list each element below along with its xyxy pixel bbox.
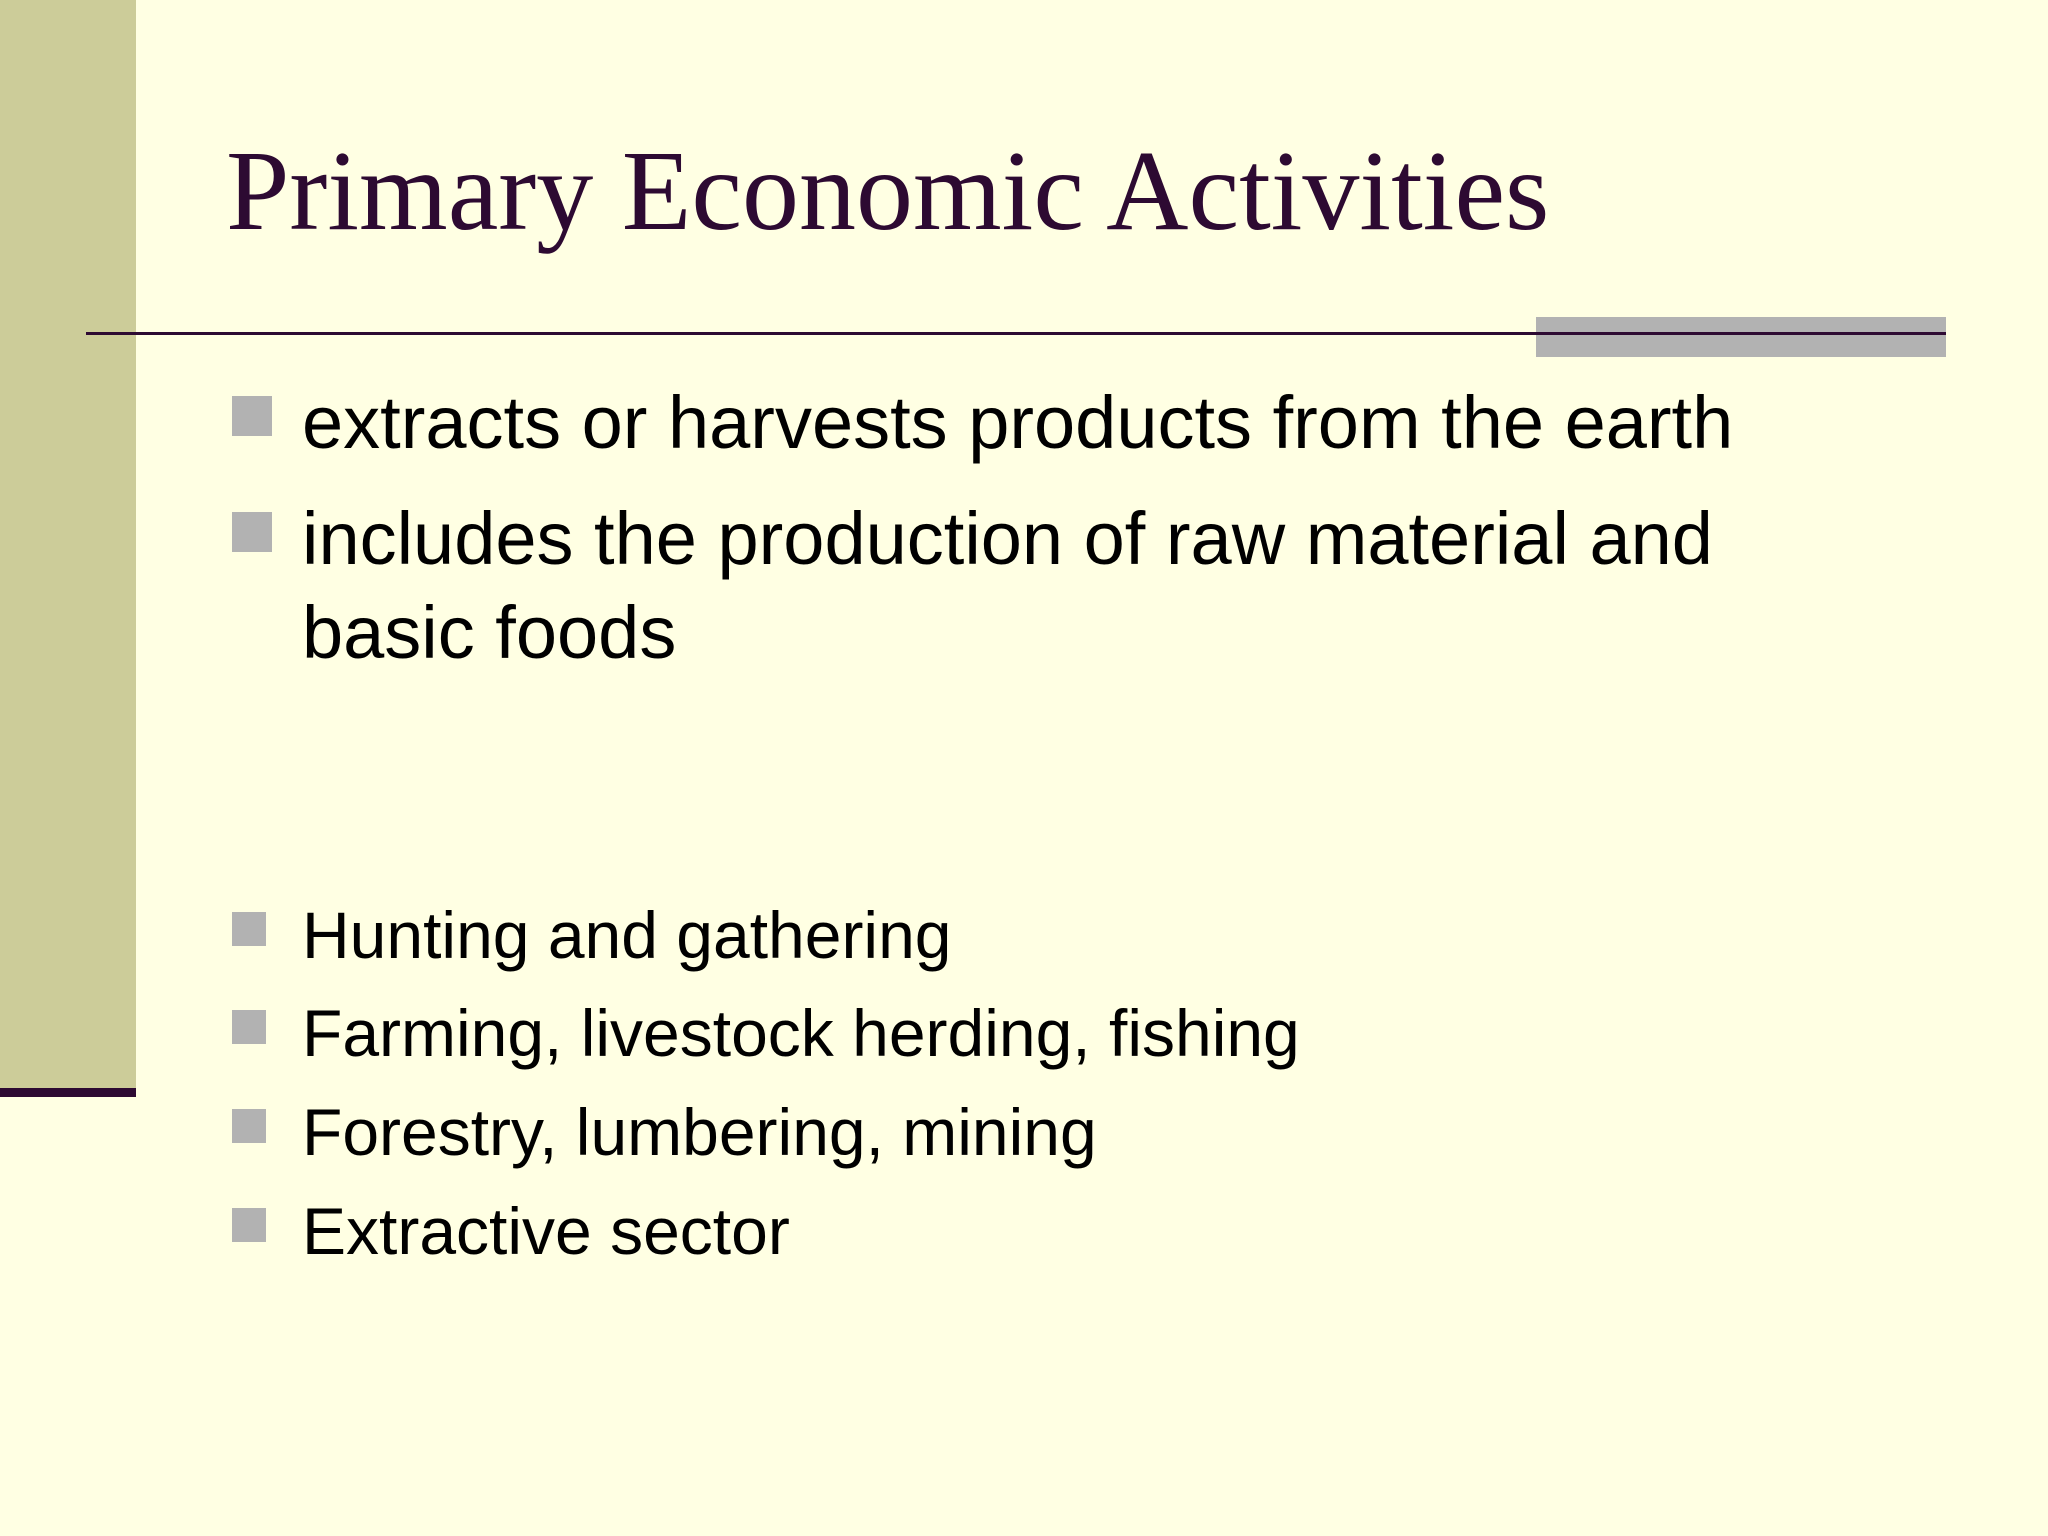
bullet-item bbox=[232, 492, 1872, 680]
square-bullet-icon bbox=[232, 912, 266, 946]
bullet-item bbox=[232, 892, 1872, 978]
bullet-item bbox=[232, 1188, 1872, 1274]
sidebar-accent-bar bbox=[0, 0, 136, 1088]
bullet-text: extracts or harvests products from the earth bbox=[302, 381, 1734, 464]
bullet-text: Hunting and gathering bbox=[302, 898, 952, 972]
bullet-text: includes the production of raw material and basic foods bbox=[302, 497, 1713, 674]
square-bullet-icon bbox=[232, 512, 272, 552]
square-bullet-icon bbox=[232, 1010, 266, 1044]
bullet-item bbox=[232, 990, 1872, 1076]
bullet-text: Forestry, lumbering, mining bbox=[302, 1095, 1097, 1169]
square-bullet-icon bbox=[232, 1208, 266, 1242]
bullet-text: Extractive sector bbox=[302, 1194, 790, 1268]
bullet-item bbox=[232, 376, 1872, 470]
slide-title: Primary Economic Activities bbox=[226, 127, 1550, 254]
title-divider-accent-line bbox=[1536, 332, 1946, 335]
bullet-item bbox=[232, 1089, 1872, 1175]
square-bullet-icon bbox=[232, 396, 272, 436]
square-bullet-icon bbox=[232, 1109, 266, 1143]
title-divider-accent bbox=[1536, 317, 1946, 357]
bullet-text: Farming, livestock herding, fishing bbox=[302, 996, 1300, 1070]
sidebar-accent-underline bbox=[0, 1088, 136, 1097]
